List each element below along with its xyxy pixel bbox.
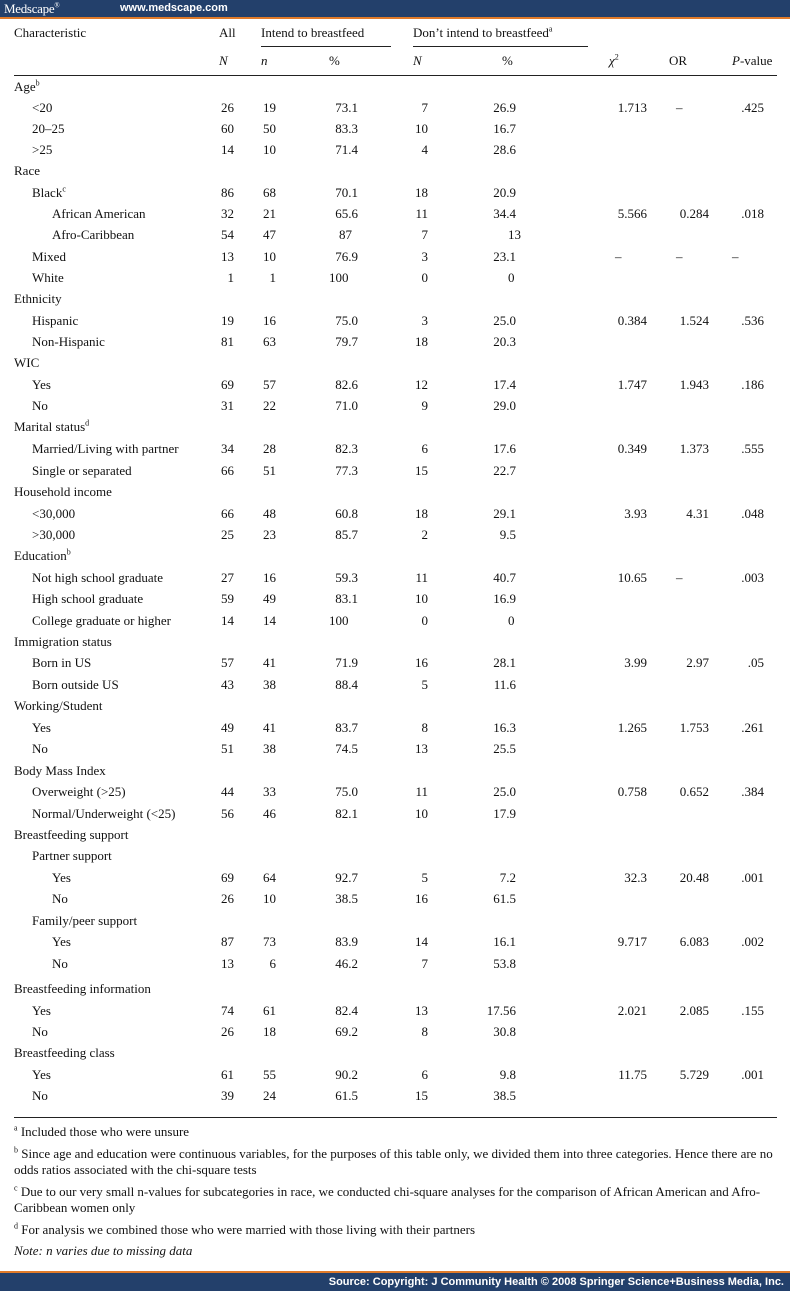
cell-all: 81 [221, 334, 234, 349]
cell-p: .003 [741, 570, 764, 585]
cell-pct: 76.9 [335, 249, 358, 264]
cell-all: 27 [221, 570, 234, 585]
row-label: Black$^c$ [32, 184, 66, 200]
cell-p: .261 [741, 720, 764, 735]
cell-all: 66 [221, 506, 234, 521]
row-label: No [32, 398, 48, 413]
row-label: Afro-Caribbean [52, 227, 135, 242]
row-label: Non-Hispanic [32, 334, 105, 349]
table-bottom-rule [14, 1117, 777, 1118]
cell-chi: 10.65 [617, 570, 647, 585]
row-label: Single or separated [32, 463, 132, 478]
cell-all: 39 [221, 1088, 234, 1103]
cell-n: 41 [263, 720, 276, 735]
cell-all: 66 [221, 463, 234, 478]
cell-n: 19 [263, 100, 276, 115]
row-label: <30,000 [32, 506, 76, 521]
cell-n: 51 [263, 463, 276, 478]
cell-n: 64 [263, 870, 276, 885]
cell-dpct: 26.9 [493, 100, 516, 115]
cell-dpct: 28.6 [493, 142, 516, 157]
cell-all: 59 [221, 591, 234, 606]
cell-p: .001 [741, 870, 764, 885]
cell-dn: 16 [415, 891, 428, 906]
cell-dpct: 16.3 [493, 720, 516, 735]
cell-dn: 4 [421, 142, 428, 157]
cell-or: 1.753 [679, 720, 709, 735]
cell-n: 38 [263, 677, 276, 692]
cell-or: 1.943 [679, 377, 709, 392]
cell-dpct: 25.0 [493, 784, 516, 799]
cell-pct: 71.0 [335, 398, 358, 413]
cell-p: .048 [741, 506, 764, 521]
cell-chi: 11.75 [618, 1067, 647, 1082]
cell-dpct: 9.5 [499, 527, 516, 542]
row-label: <20 [32, 100, 53, 115]
cell-n: 57 [263, 377, 276, 392]
cell-all: 57 [221, 655, 234, 670]
subheader-dont-N: N [413, 53, 422, 68]
cell-dn: 18 [415, 506, 428, 521]
cell-all: 86 [221, 185, 234, 200]
subheader-dont-pct: % [502, 53, 513, 68]
row-label: Family/peer support [32, 913, 138, 928]
row-label: Yes [32, 720, 51, 735]
row-label: No [32, 741, 48, 756]
cell-dn: 10 [415, 806, 428, 821]
row-label: Ethnicity [14, 291, 62, 306]
cell-p: .384 [741, 784, 764, 799]
footnote-d: $^d$ For analysis we combined those who were married with those living with their partners [14, 1221, 476, 1237]
cell-all: 34 [221, 441, 234, 456]
row-label: Partner support [32, 848, 112, 863]
row-label: Age$^b$ [14, 78, 40, 94]
cell-dn: 7 [421, 100, 428, 115]
row-label: Immigration status [14, 634, 112, 649]
cell-pct: 92.7 [335, 870, 358, 885]
cell-dn: 2 [421, 527, 428, 542]
cell-n: 18 [263, 1024, 276, 1039]
cell-pct: 74.5 [335, 741, 358, 756]
cell-pct: 69.2 [335, 1024, 358, 1039]
row-label: Born in US [32, 655, 92, 670]
cell-dpct: 17.56 [486, 1003, 516, 1018]
cell-all: 25 [221, 527, 234, 542]
cell-n: 22 [263, 398, 276, 413]
cell-n: 6 [269, 956, 276, 971]
cell-or: – [676, 100, 683, 115]
cell-all: 69 [221, 870, 234, 885]
cell-dn: 7 [421, 227, 428, 242]
cell-pct: 83.3 [335, 121, 358, 136]
col-header-characteristic: Characteristic [14, 25, 87, 40]
cell-n: 49 [263, 591, 276, 606]
footnote-a: $^a$ Included those who were unsure [14, 1123, 190, 1139]
cell-n: 23 [263, 527, 276, 542]
cell-or: 1.373 [679, 441, 709, 456]
cell-n: 63 [263, 334, 276, 349]
cell-pct: 59.3 [335, 570, 358, 585]
cell-p: .001 [741, 1067, 764, 1082]
cell-n: 28 [263, 441, 276, 456]
cell-pct: 82.1 [335, 806, 358, 821]
row-label: Education$^b$ [14, 547, 71, 563]
row-label: Breastfeeding information [14, 981, 151, 996]
cell-p: .155 [741, 1003, 764, 1018]
cell-n: 21 [263, 206, 276, 221]
cell-pct: 79.7 [335, 334, 358, 349]
header-accent-line [0, 17, 790, 19]
cell-or: 0.284 [679, 206, 709, 221]
subheader-all-N: N [219, 53, 228, 68]
cell-dpct: 53.8 [493, 956, 516, 971]
cell-all: 19 [221, 313, 234, 328]
dont-intend-header-rule [413, 46, 588, 47]
cell-dn: 9 [421, 398, 428, 413]
cell-all: 54 [221, 227, 234, 242]
medscape-logo[interactable]: Medscape® [4, 1, 60, 16]
cell-pct: 77.3 [335, 463, 358, 478]
row-label: Yes [52, 870, 71, 885]
cell-dn: 8 [421, 720, 428, 735]
cell-pct: 83.1 [335, 591, 358, 606]
table-note: Note: n varies due to missing data [14, 1243, 193, 1258]
cell-p: .002 [741, 934, 764, 949]
medscape-header-bar [0, 0, 790, 17]
cell-pct: 70.1 [335, 185, 358, 200]
cell-chi: 2.021 [617, 1003, 647, 1018]
cell-all: 26 [221, 100, 234, 115]
cell-dn: 10 [415, 591, 428, 606]
intend-header-rule [261, 46, 391, 47]
cell-all: 51 [221, 741, 234, 756]
cell-p: – [732, 249, 739, 264]
cell-all: 69 [221, 377, 234, 392]
cell-dn: 8 [421, 1024, 428, 1039]
cell-dn: 18 [415, 334, 428, 349]
row-label: Married/Living with partner [32, 441, 179, 456]
row-label: No [32, 1024, 48, 1039]
cell-dpct: 17.6 [493, 441, 516, 456]
cell-n: 41 [263, 655, 276, 670]
cell-all: 31 [221, 398, 234, 413]
cell-or: 4.31 [686, 506, 709, 521]
row-label: Working/Student [14, 698, 103, 713]
cell-dpct: 25.0 [493, 313, 516, 328]
cell-n: 16 [263, 570, 276, 585]
cell-dpct: 0 [508, 613, 515, 628]
cell-dpct: 0 [508, 270, 515, 285]
cell-dpct: 30.8 [493, 1024, 516, 1039]
cell-n: 10 [263, 891, 276, 906]
row-label: No [32, 1088, 48, 1103]
cell-dpct: 20.3 [493, 334, 516, 349]
cell-dpct: 28.1 [493, 655, 516, 670]
cell-dpct: 17.9 [493, 806, 516, 821]
cell-dpct: 16.7 [493, 121, 516, 136]
row-label: Born outside US [32, 677, 119, 692]
col-header-all: All [219, 25, 236, 40]
cell-chi: 0.758 [617, 784, 647, 799]
cell-dpct: 17.4 [493, 377, 516, 392]
row-label: Race [14, 163, 40, 178]
cell-pct: 85.7 [335, 527, 358, 542]
cell-dpct: 16.1 [493, 934, 516, 949]
cell-dn: 11 [415, 570, 428, 585]
row-label: No [52, 956, 68, 971]
cell-dn: 7 [421, 956, 428, 971]
cell-all: 26 [221, 1024, 234, 1039]
cell-all: 14 [221, 613, 234, 628]
cell-p: .555 [741, 441, 764, 456]
source-footer-bar [0, 1273, 790, 1291]
cell-pct: 87 [339, 227, 352, 242]
cell-dpct: 38.5 [493, 1088, 516, 1103]
row-label: Hispanic [32, 313, 79, 328]
row-label: Yes [32, 377, 51, 392]
cell-n: 55 [263, 1067, 276, 1082]
cell-dn: 6 [421, 441, 428, 456]
cell-dpct: 20.9 [493, 185, 516, 200]
row-label: Normal/Underweight (<25) [32, 806, 176, 821]
cell-dpct: 25.5 [493, 741, 516, 756]
cell-pct: 73.1 [335, 100, 358, 115]
cell-dn: 5 [421, 870, 428, 885]
cell-or: 2.97 [686, 655, 709, 670]
cell-chi: 3.99 [624, 655, 647, 670]
cell-dn: 3 [421, 313, 428, 328]
cell-dn: 5 [421, 677, 428, 692]
cell-n: 48 [263, 506, 276, 521]
cell-n: 33 [263, 784, 276, 799]
cell-or: 5.729 [679, 1067, 709, 1082]
cell-all: 49 [221, 720, 234, 735]
cell-pct: 100 [329, 270, 349, 285]
row-label: Mixed [32, 249, 66, 264]
row-label: Marital status$^d$ [14, 418, 90, 434]
row-label: Breastfeeding support [14, 827, 129, 842]
subheader-intend-pct: % [329, 53, 340, 68]
cell-or: 1.524 [679, 313, 709, 328]
subheader-p-value: P-value [732, 53, 773, 68]
cell-p: .018 [741, 206, 764, 221]
cell-n: 1 [269, 270, 276, 285]
subheader-or: OR [669, 53, 688, 68]
cell-dn: 16 [415, 655, 428, 670]
cell-n: 61 [263, 1003, 276, 1018]
cell-dn: 18 [415, 185, 428, 200]
cell-chi: 1.713 [617, 100, 647, 115]
cell-p: .425 [741, 100, 764, 115]
row-label: >25 [32, 142, 53, 157]
cell-all: 1 [227, 270, 234, 285]
subheader-chi-square: $\chi^2$ [609, 52, 619, 68]
cell-pct: 90.2 [335, 1067, 358, 1082]
cell-dpct: 29.1 [493, 506, 516, 521]
cell-chi: 0.384 [617, 313, 647, 328]
cell-n: 73 [263, 934, 276, 949]
cell-pct: 46.2 [335, 956, 358, 971]
source-credit: Source: Copyright: J Community Health © 2008 Springer Science+Business Media, Inc. [328, 1276, 784, 1288]
row-label: College graduate or higher [32, 613, 171, 628]
cell-or: 20.48 [679, 870, 709, 885]
cell-pct: 61.5 [335, 1088, 358, 1103]
site-url-link[interactable]: www.medscape.com [120, 2, 228, 14]
cell-pct: 100 [329, 613, 349, 628]
cell-dpct: 9.8 [499, 1067, 516, 1082]
cell-dn: 14 [415, 934, 428, 949]
cell-chi: 1.265 [617, 720, 647, 735]
cell-pct: 71.9 [335, 655, 358, 670]
cell-pct: 75.0 [335, 313, 358, 328]
cell-all: 61 [221, 1067, 234, 1082]
header-bottom-rule [14, 75, 777, 76]
cell-all: 43 [221, 677, 234, 692]
cell-pct: 83.9 [335, 934, 358, 949]
cell-n: 38 [263, 741, 276, 756]
cell-dn: 10 [415, 121, 428, 136]
row-label: White [32, 270, 64, 285]
cell-n: 46 [263, 806, 276, 821]
cell-dpct: 22.7 [493, 463, 516, 478]
cell-dn: 11 [415, 206, 428, 221]
cell-dn: 13 [415, 741, 428, 756]
row-label: WIC [14, 355, 40, 370]
cell-dpct: 34.4 [493, 206, 516, 221]
cell-dn: 6 [421, 1067, 428, 1082]
cell-dn: 15 [415, 1088, 428, 1103]
row-label: Body Mass Index [14, 763, 106, 778]
cell-all: 26 [221, 891, 234, 906]
cell-chi: 0.349 [617, 441, 647, 456]
cell-pct: 88.4 [335, 677, 358, 692]
cell-or: 2.085 [679, 1003, 709, 1018]
cell-pct: 71.4 [335, 142, 358, 157]
cell-dpct: 13 [508, 227, 521, 242]
cell-n: 50 [263, 121, 276, 136]
cell-or: – [676, 570, 683, 585]
cell-pct: 83.7 [335, 720, 358, 735]
row-label: High school graduate [32, 591, 144, 606]
cell-all: 44 [221, 784, 234, 799]
cell-n: 10 [263, 249, 276, 264]
cell-chi: 3.93 [624, 506, 647, 521]
footnote-b: $^b$ Since age and education were continuous variables, for the purposes of this table only, we divided them into three categories. Hence there are no odds ratios associated with the chi-square tests [14, 1145, 773, 1177]
cell-all: 13 [221, 956, 234, 971]
row-label: 20–25 [32, 121, 65, 136]
cell-dpct: 7.2 [499, 870, 516, 885]
cell-dpct: 23.1 [493, 249, 516, 264]
row-label: Overweight (>25) [32, 784, 126, 799]
cell-chi: 5.566 [617, 206, 647, 221]
cell-all: 14 [221, 142, 234, 157]
cell-dpct: 16.9 [493, 591, 516, 606]
cell-dn: 13 [415, 1003, 428, 1018]
cell-dn: 12 [415, 377, 428, 392]
cell-all: 13 [221, 249, 234, 264]
cell-chi: 32.3 [624, 870, 647, 885]
footnote-c: $^c$ Due to our very small n-values for subcategories in race, we conducted chi-square analyses for the comparison of African American and Afro-Caribbean women only [14, 1183, 761, 1215]
row-label: Breastfeeding class [14, 1045, 115, 1060]
col-header-intend: Intend to breastfeed [261, 25, 365, 40]
cell-chi: 1.747 [617, 377, 647, 392]
cell-chi: 9.717 [617, 934, 647, 949]
cell-dn: 15 [415, 463, 428, 478]
row-label: >30,000 [32, 527, 76, 542]
subheader-intend-n: n [261, 53, 268, 68]
row-label: Household income [14, 484, 112, 499]
cell-dpct: 29.0 [493, 398, 516, 413]
cell-all: 60 [221, 121, 234, 136]
row-label: No [52, 891, 68, 906]
cell-or: 6.083 [679, 934, 709, 949]
row-label: African American [52, 206, 146, 221]
cell-dn: 0 [421, 613, 428, 628]
cell-or: – [676, 249, 683, 264]
cell-dn: 11 [415, 784, 428, 799]
cell-p: .536 [741, 313, 764, 328]
cell-p: .186 [741, 377, 764, 392]
col-header-dont-intend: Don’t intend to breastfeed$^a$ [413, 24, 553, 40]
cell-pct: 82.4 [335, 1003, 358, 1018]
cell-n: 24 [263, 1088, 276, 1103]
cell-dpct: 40.7 [493, 570, 516, 585]
cell-pct: 65.6 [335, 206, 358, 221]
cell-dn: 3 [421, 249, 428, 264]
cell-pct: 60.8 [335, 506, 358, 521]
cell-all: 74 [221, 1003, 234, 1018]
row-label: Yes [32, 1003, 51, 1018]
row-label: Not high school graduate [32, 570, 164, 585]
cell-dn: 0 [421, 270, 428, 285]
cell-dpct: 61.5 [493, 891, 516, 906]
cell-p: .05 [747, 655, 764, 670]
cell-all: 87 [221, 934, 234, 949]
cell-n: 16 [263, 313, 276, 328]
cell-pct: 75.0 [335, 784, 358, 799]
row-label: Yes [32, 1067, 51, 1082]
cell-n: 10 [263, 142, 276, 157]
cell-pct: 38.5 [335, 891, 358, 906]
cell-all: 32 [221, 206, 234, 221]
cell-n: 14 [263, 613, 276, 628]
cell-pct: 82.6 [335, 377, 358, 392]
cell-n: 47 [263, 227, 276, 242]
cell-dpct: 11.6 [493, 677, 516, 692]
cell-pct: 82.3 [335, 441, 358, 456]
cell-all: 56 [221, 806, 234, 821]
row-label: Yes [52, 934, 71, 949]
cell-chi: – [615, 249, 622, 264]
cell-n: 68 [263, 185, 276, 200]
cell-or: 0.652 [679, 784, 709, 799]
